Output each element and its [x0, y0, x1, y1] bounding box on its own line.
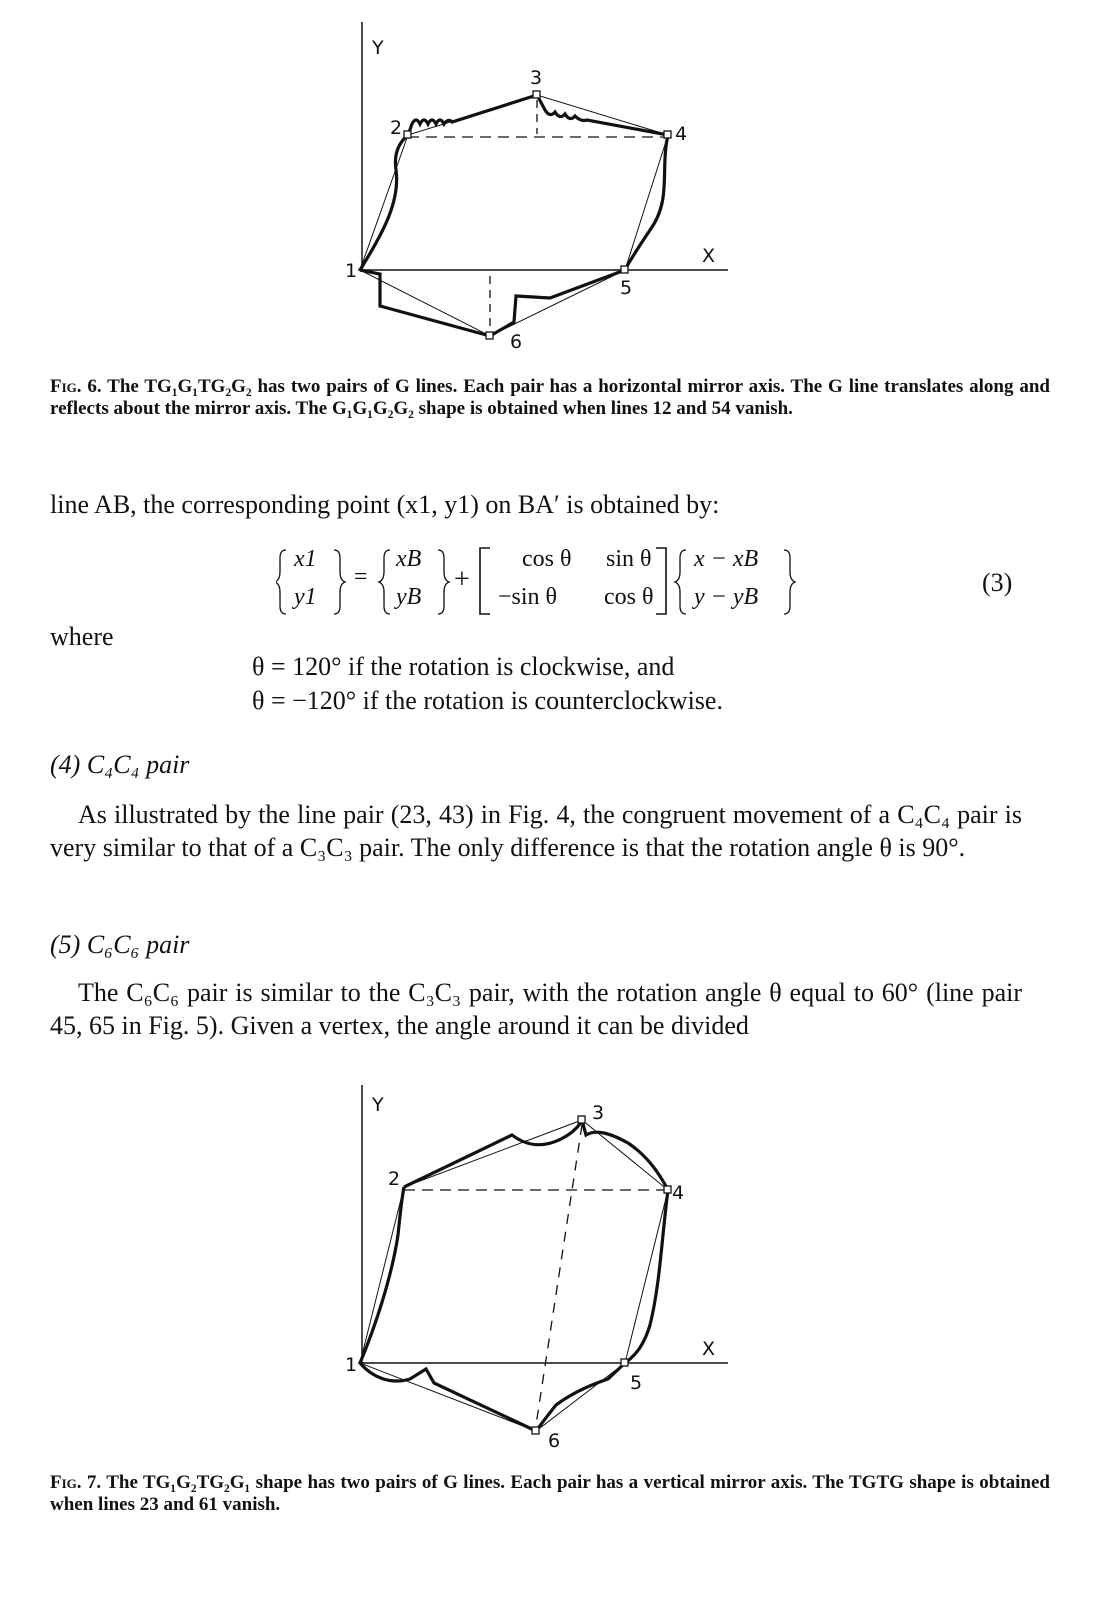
vertex-1-label: 1	[345, 1354, 358, 1376]
dashed-mirror-vertical	[536, 1125, 582, 1425]
figure-6-caption-text: The TG₁G₁TG₂G₂ has two pairs of G lines. Each pair has a horizontal mirror axis. The G line translates along and reflects about the mirror axis. The G₁G₁G₂G₂ shape is obtained when lines 12 and 54 vanish.	[50, 376, 1050, 419]
vertex-3-marker	[578, 1116, 585, 1123]
equation-3	[276, 546, 836, 622]
section-heading-c4c4: (4) C₄C₄ pair	[50, 750, 190, 779]
condition-clockwise: θ = 120° if the rotation is clockwise, and	[252, 652, 675, 681]
paragraph-c4c4: As illustrated by the line pair (23, 43) in Fig. 4, the congruent movement of a C₄C₄ pair is very similar to that of a C₃C₃ pair. The only difference is that the rotation angle θ is 90°.	[50, 800, 1022, 862]
figure-6-caption	[50, 376, 1050, 420]
figure-7-caption	[50, 1472, 1050, 1516]
vertex-3-label: 3	[530, 67, 543, 89]
eq-m11: cos θ	[522, 546, 572, 572]
vertex-6-label: 6	[548, 1430, 561, 1452]
eq-v-bottom: y − yB	[694, 584, 759, 610]
figure-7-diagram	[0, 1075, 1098, 1465]
eq-m22: cos θ	[604, 584, 654, 610]
condition-counterclockwise: θ = −120° if the rotation is counterclockwise.	[252, 686, 723, 715]
vertex-4-label: 4	[675, 123, 688, 145]
vertex-6-marker	[532, 1427, 539, 1434]
eq-v-top: x − xB	[694, 546, 759, 572]
eq-lhs-bottom: y1	[294, 584, 317, 610]
paragraph-c6c6: The C₆C₆ pair is similar to the C₃C₃ pair, with the rotation angle θ equal to 60° (line pair 45, 65 in Fig. 5). Given a vertex, the angle around it can be divided	[50, 978, 1022, 1040]
y-axis-label: Y	[372, 1094, 384, 1116]
vertex-4-label: 4	[672, 1182, 685, 1204]
vertex-4-marker	[664, 131, 671, 138]
thin-hexagon	[360, 1120, 668, 1431]
vertex-3-marker	[533, 91, 540, 98]
figure-7-caption-text: The TG₁G₂TG₂G₁ shape has two pairs of G lines. Each pair has a vertical mirror axis. The TGTG shape is obtained when lines 23 and 61 vanish.	[50, 1472, 1051, 1515]
x-axis-label: X	[702, 1338, 716, 1360]
vertex-3-label: 3	[592, 1102, 605, 1124]
vertex-1-label: 1	[345, 260, 358, 282]
vertex-5-marker	[621, 266, 628, 273]
y-axis-label: Y	[372, 37, 384, 59]
eq-m12: sin θ	[606, 546, 652, 572]
vertex-6-label: 6	[510, 331, 523, 353]
figure-6-diagram	[0, 0, 1098, 360]
vertex-2-label: 2	[388, 1168, 401, 1190]
vertex-2-marker	[404, 131, 411, 138]
eq-equals: =	[354, 564, 368, 590]
figure-6-caption-label: Fig. 6.	[50, 376, 102, 397]
vertex-4-marker	[664, 1186, 671, 1193]
eq-b-top: xB	[396, 546, 422, 572]
figure-6	[0, 0, 1098, 360]
where-label: where	[50, 622, 114, 651]
eq-m21: −sin θ	[498, 584, 558, 610]
vertex-6-marker	[486, 332, 493, 339]
vertex-5-marker	[621, 1359, 628, 1366]
figure-7-caption-label: Fig. 7.	[50, 1472, 102, 1493]
vertex-5-label: 5	[620, 277, 633, 299]
intro-line: line AB, the corresponding point (x1, y1) on BA′ is obtained by:	[50, 490, 720, 519]
eq-b-bottom: yB	[396, 584, 422, 610]
eq-lhs-top: x1	[294, 546, 317, 572]
section-heading-c6c6: (5) C₆C₆ pair	[50, 930, 190, 959]
equation-number: (3)	[982, 568, 1013, 597]
x-axis-label: X	[702, 245, 716, 267]
figure-7	[0, 1075, 1098, 1465]
vertex-5-label: 5	[630, 1372, 643, 1394]
vertex-2-label: 2	[390, 117, 403, 139]
eq-plus: +	[454, 564, 470, 595]
